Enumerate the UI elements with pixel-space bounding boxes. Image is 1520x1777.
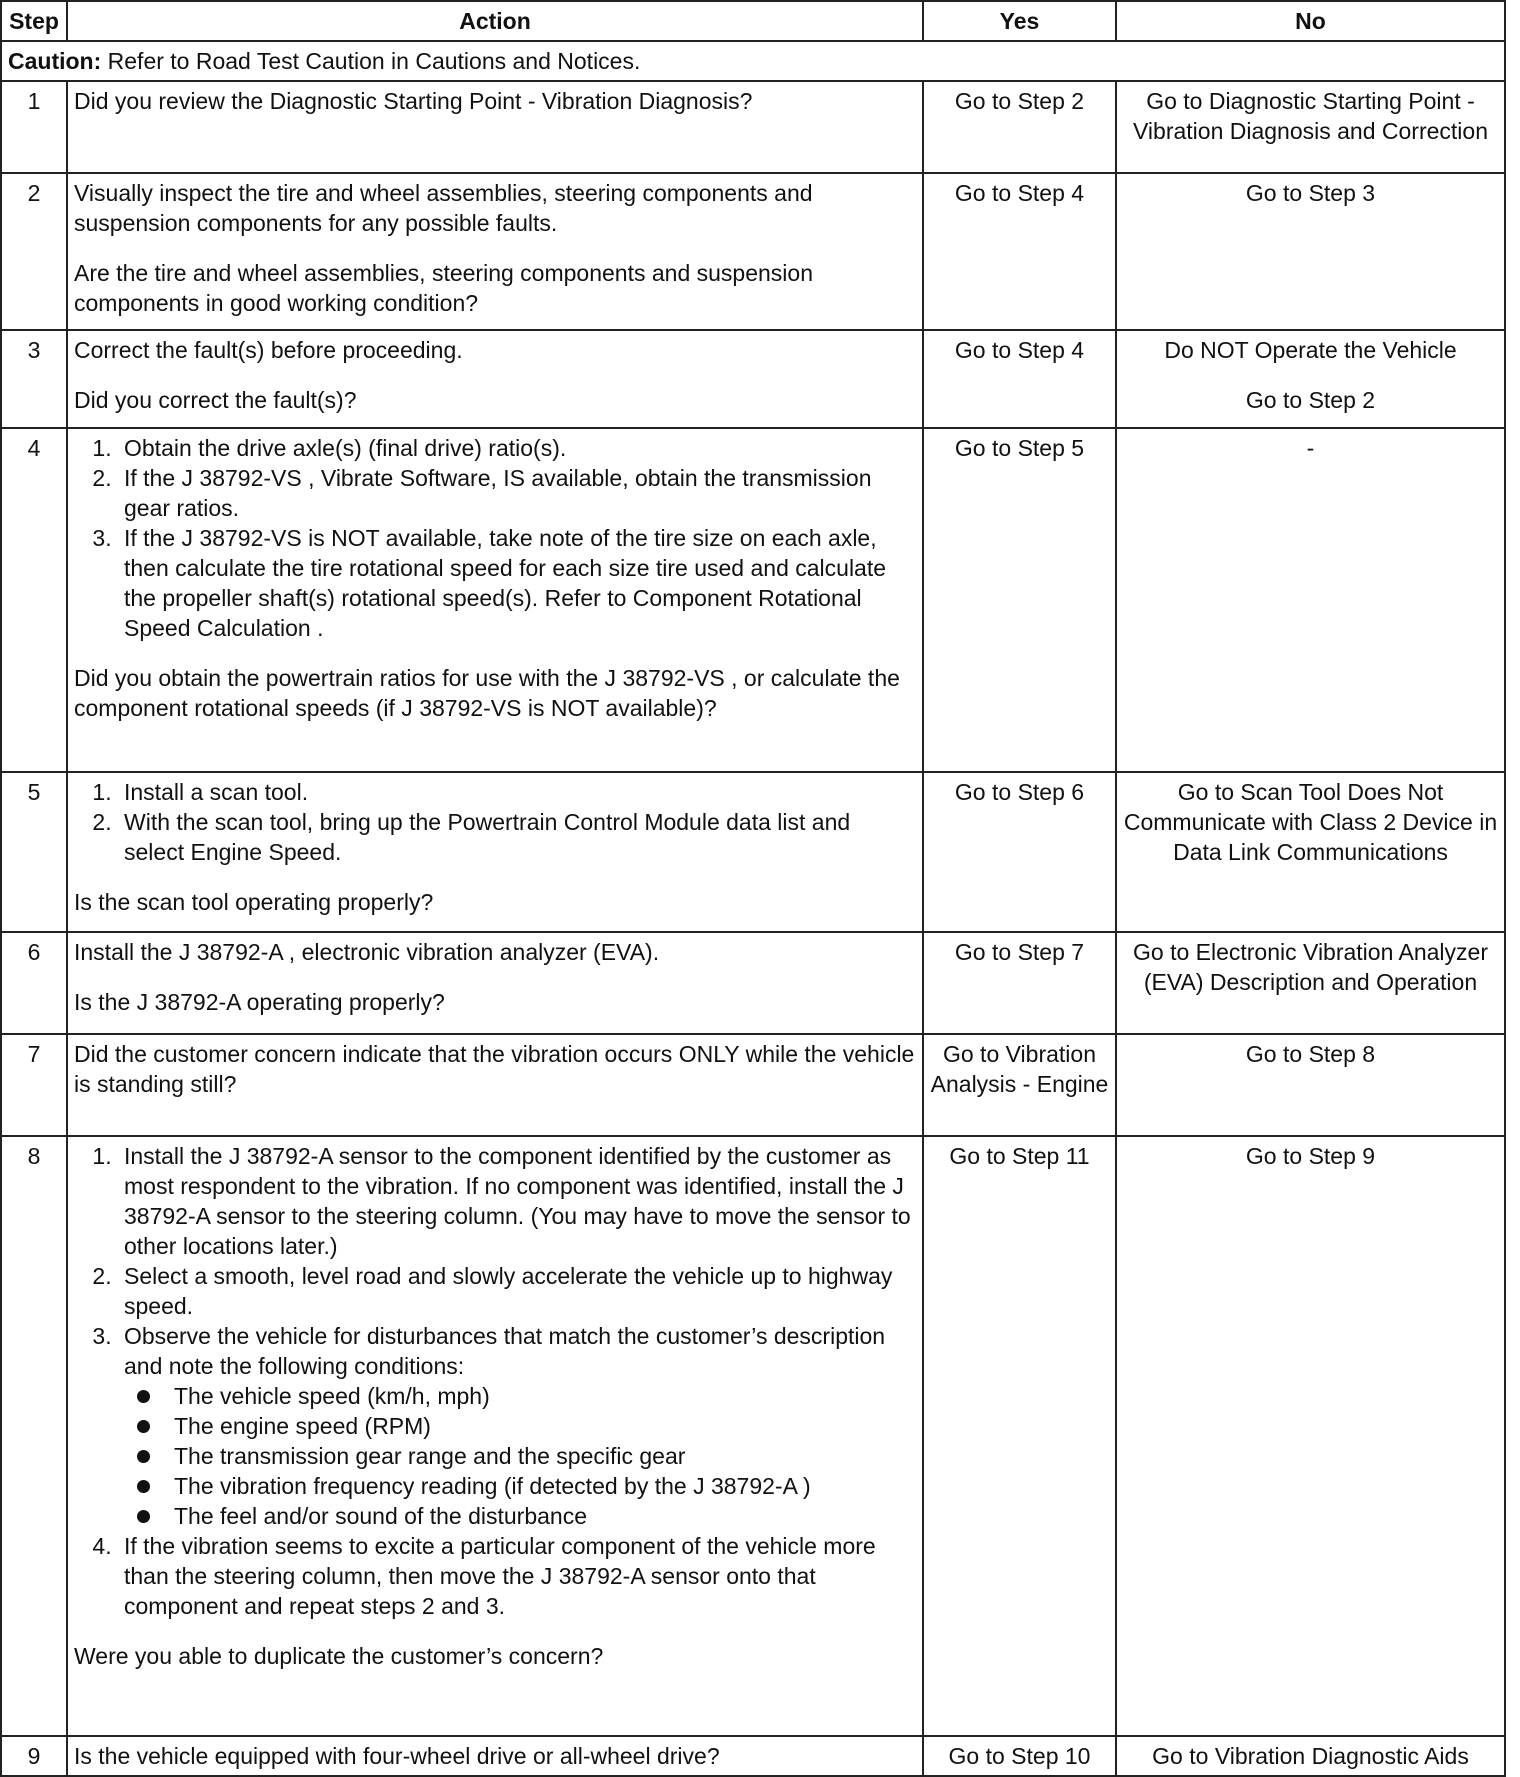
table-row (1, 1136, 1505, 1736)
action-text: Visually inspect the tire and wheel assemblies, steering components and suspension components for any possible faults. (74, 180, 813, 236)
no-result: Go to Diagnostic Starting Point - Vibration Diagnosis and Correction (1116, 81, 1505, 173)
action-text: Did you review the Diagnostic Starting Point - Vibration Diagnosis? (67, 81, 923, 173)
action-cell (67, 173, 923, 330)
header-step: Step (1, 1, 67, 41)
action-question: Is the J 38792-A operating properly? (74, 989, 445, 1015)
yes-result: Go to Step 5 (923, 428, 1116, 772)
no-result: Go to Step 3 (1116, 173, 1505, 330)
list-item: 3. If the J 38792-VS is NOT available, take note of the tire size on each axle, then calculate the tire rotational speed for each size tire used and calculate the propeller shaft(s) rotational speed(s). Refer to Component Rotational Speed Calculation . (118, 523, 916, 643)
header-yes: Yes (923, 1, 1116, 41)
step-number: 9 (1, 1736, 67, 1776)
step-number: 6 (1, 932, 67, 1034)
step-number: 8 (1, 1136, 67, 1736)
no-result: Go to Step 9 (1116, 1136, 1505, 1736)
table-row (1, 1736, 1505, 1776)
list-item (118, 1321, 916, 1531)
action-list (74, 1141, 916, 1621)
header-no: No (1116, 1, 1505, 41)
yes-result: Go to Step 2 (923, 81, 1116, 173)
bullet-item: The transmission gear range and the specific gear (168, 1441, 916, 1471)
table-row (1, 330, 1505, 428)
action-text: Correct the fault(s) before proceeding. (74, 337, 463, 363)
action-cell (67, 428, 923, 772)
bullet-item: The feel and/or sound of the disturbance (168, 1501, 916, 1531)
step-number: 2 (1, 173, 67, 330)
no-warning: Do NOT Operate the Vehicle (1164, 337, 1457, 363)
action-cell (67, 932, 923, 1034)
bullet-list (124, 1381, 916, 1531)
list-item: 2. If the J 38792-VS , Vibrate Software, IS available, obtain the transmission gear ratios. (118, 463, 916, 523)
yes-result: Go to Step 6 (923, 772, 1116, 932)
action-text: Install the J 38792-A , electronic vibration analyzer (EVA). (74, 939, 660, 965)
yes-result: Go to Step 10 (923, 1736, 1116, 1776)
list-item: 4. If the vibration seems to excite a particular component of the vehicle more than the steering column, then move the J 38792-A sensor onto that component and repeat steps 2 and 3. (118, 1531, 916, 1621)
list-item: 2. Select a smooth, level road and slowly accelerate the vehicle up to highway speed. (118, 1261, 916, 1321)
bullet-item: The vehicle speed (km/h, mph) (168, 1381, 916, 1411)
no-result: Go to Step 8 (1116, 1034, 1505, 1136)
action-question: Were you able to duplicate the customer’s concern? (74, 1643, 604, 1669)
header-action: Action (67, 1, 923, 41)
action-question: Did you obtain the powertrain ratios for use with the J 38792-VS , or calculate the component rotational speeds (if J 38792-VS is NOT available)? (74, 665, 900, 721)
action-question: Did you correct the fault(s)? (74, 387, 357, 413)
action-question: Is the scan tool operating properly? (74, 889, 434, 915)
yes-result: Go to Vibration Analysis - Engine (923, 1034, 1116, 1136)
no-result: Go to Electronic Vibration Analyzer (EVA) Description and Operation (1116, 932, 1505, 1034)
table-row (1, 1034, 1505, 1136)
yes-result: Go to Step 11 (923, 1136, 1116, 1736)
table-row (1, 772, 1505, 932)
action-text: Is the vehicle equipped with four-wheel drive or all-wheel drive? (67, 1736, 923, 1776)
action-cell (67, 1136, 923, 1736)
action-cell (67, 772, 923, 932)
caution-text: Refer to Road Test Caution in Cautions and Notices. (101, 48, 641, 74)
yes-result: Go to Step 4 (923, 330, 1116, 428)
step-number: 3 (1, 330, 67, 428)
yes-result: Go to Step 7 (923, 932, 1116, 1034)
no-result: Go to Scan Tool Does Not Communicate with Class 2 Device in Data Link Communications (1116, 772, 1505, 932)
no-result: - (1116, 428, 1505, 772)
table-row (1, 932, 1505, 1034)
table-row (1, 428, 1505, 772)
step-number: 7 (1, 1034, 67, 1136)
table-row (1, 81, 1505, 173)
action-list (74, 433, 916, 643)
action-cell (67, 330, 923, 428)
bullet-item: The vibration frequency reading (if detected by the J 38792-A ) (168, 1471, 916, 1501)
step-number: 1 (1, 81, 67, 173)
list-item: 1. Install the J 38792-A sensor to the component identified by the customer as most respondent to the vibration. If no component was identified, install the J 38792-A sensor to the steering column. (You may have to move the sensor to other locations later.) (118, 1141, 916, 1261)
caution-cell (1, 41, 1505, 81)
action-text: Did the customer concern indicate that the vibration occurs ONLY while the vehicle is standing still? (67, 1034, 923, 1136)
step-number: 5 (1, 772, 67, 932)
step-number: 4 (1, 428, 67, 772)
list-item-text: Observe the vehicle for disturbances that match the customer’s description and note the following conditions: (124, 1323, 886, 1379)
caution-label: Caution: (8, 48, 102, 74)
header-row (1, 1, 1505, 41)
list-item: 2. With the scan tool, bring up the Powertrain Control Module data list and select Engine Speed. (118, 807, 916, 867)
caution-row (1, 41, 1505, 81)
list-item: 1. Install a scan tool. (118, 777, 916, 807)
bullet-item: The engine speed (RPM) (168, 1411, 916, 1441)
list-item: 1. Obtain the drive axle(s) (final drive) ratio(s). (118, 433, 916, 463)
no-cell (1116, 330, 1505, 428)
no-result: Go to Vibration Diagnostic Aids (1116, 1736, 1505, 1776)
table-row (1, 173, 1505, 330)
no-result: Go to Step 2 (1245, 387, 1376, 413)
action-question: Are the tire and wheel assemblies, steering components and suspension components in good working condition? (74, 260, 813, 316)
yes-result: Go to Step 4 (923, 173, 1116, 330)
action-list (74, 777, 916, 867)
